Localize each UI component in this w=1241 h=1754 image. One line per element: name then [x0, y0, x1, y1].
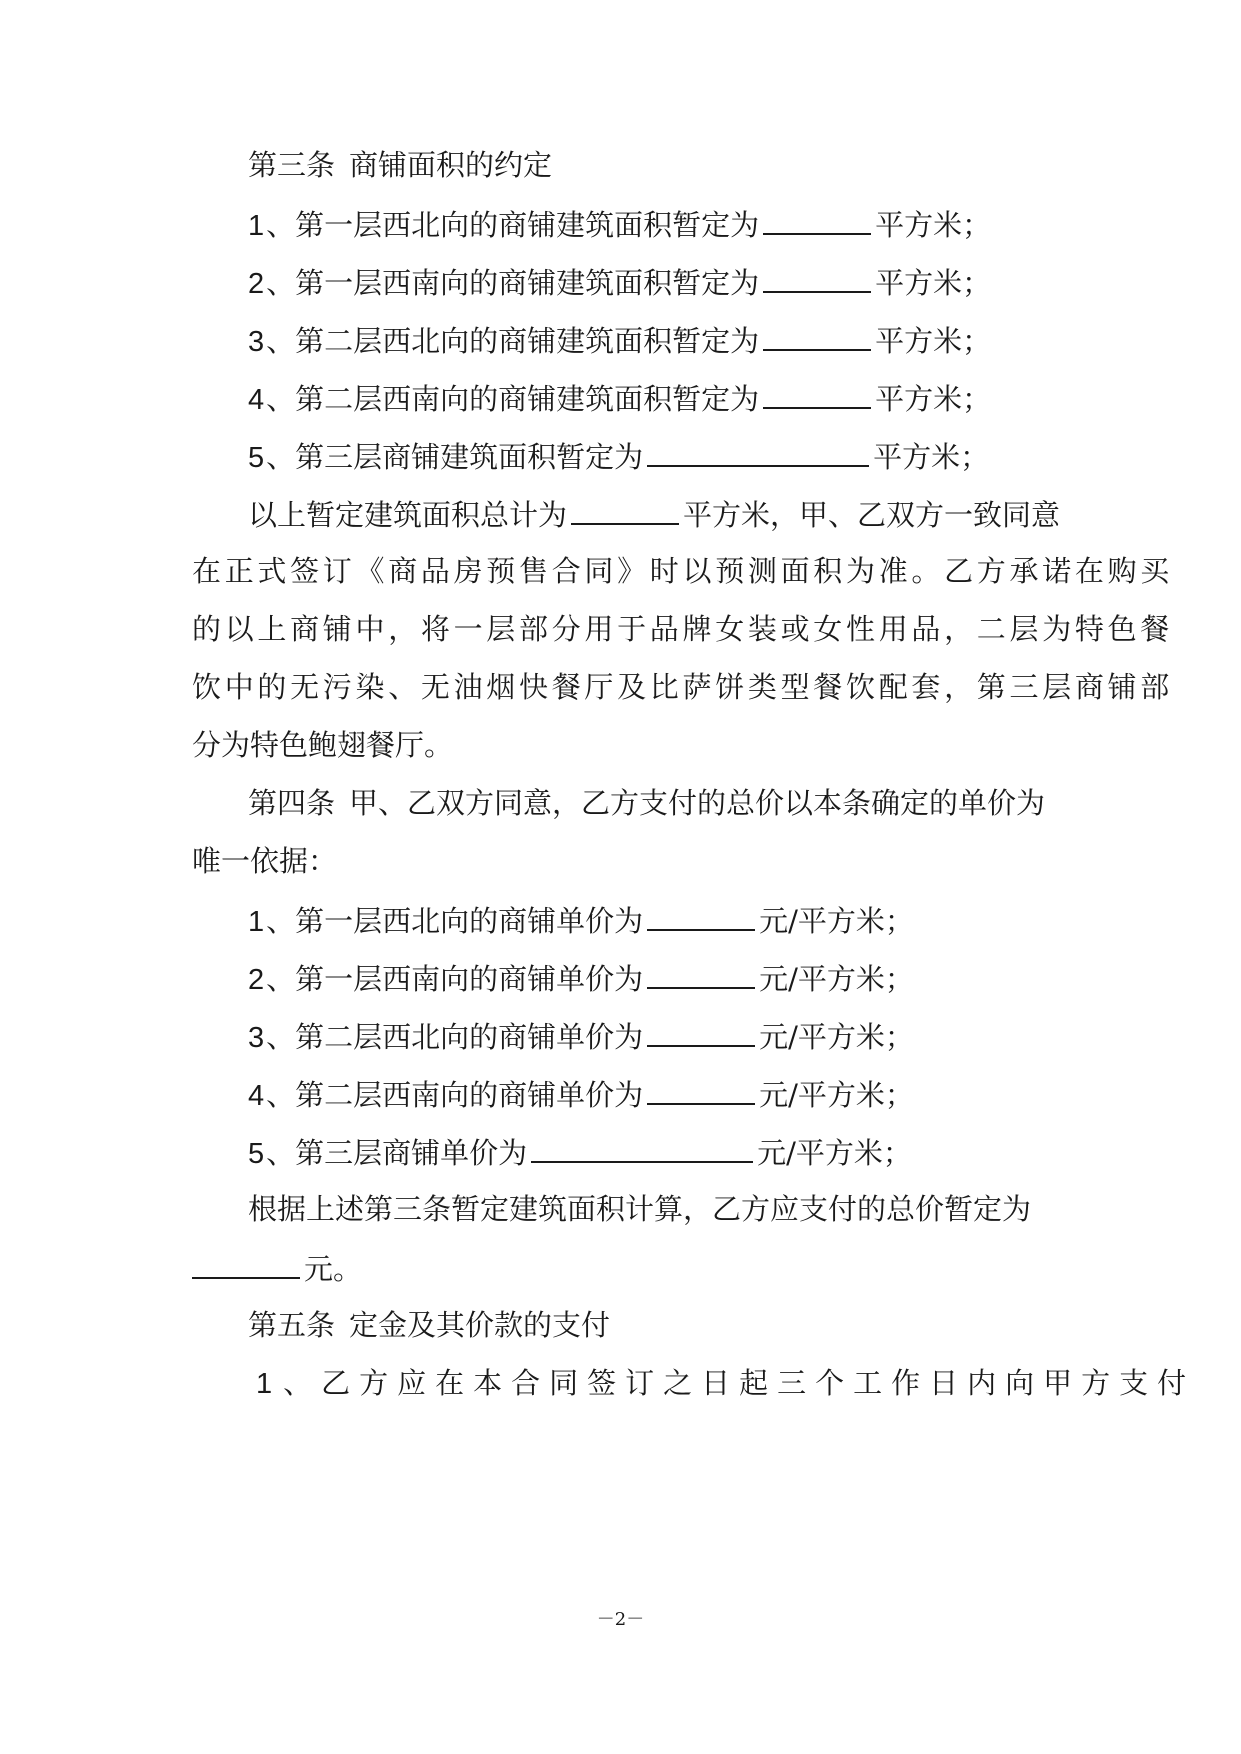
fill-blank[interactable] — [763, 203, 871, 235]
item-number: 5 — [248, 1138, 265, 1170]
fill-blank[interactable] — [192, 1247, 300, 1279]
article-3-heading — [0, 145, 1241, 185]
item-unit: 元/平方米； — [759, 962, 914, 996]
item-unit: 平方米； — [875, 324, 992, 358]
area-item — [0, 261, 1241, 304]
price-item — [0, 899, 1241, 942]
page-number: －2－ — [596, 1609, 645, 1630]
paragraph-line: 饮中的无污染、无油烟快餐厅及比萨饼类型餐饮配套，第三层商铺部 — [192, 670, 1174, 704]
item-unit: 元/平方米； — [759, 904, 914, 938]
total-unit: 元。 — [304, 1252, 363, 1286]
fill-blank[interactable] — [647, 1015, 755, 1047]
item-number: 3 — [248, 1022, 265, 1054]
paragraph-line: 分为特色鲍翅餐厅。 — [192, 728, 454, 762]
article-5-heading — [0, 1305, 1241, 1345]
total-price-line — [0, 1247, 1241, 1289]
total-price-line: 根据上述第三条暂定建筑面积计算，乙方应支付的总价暂定为 — [248, 1192, 1032, 1226]
payment-item — [0, 1363, 1241, 1404]
item-text: 、第二层西南向的商铺建筑面积暂定为 — [266, 382, 760, 416]
area-item — [0, 377, 1241, 420]
price-item — [0, 1131, 1241, 1174]
area-item — [0, 435, 1241, 478]
fill-blank[interactable] — [647, 435, 869, 467]
article-number: 第四条 — [248, 786, 336, 820]
fill-blank[interactable] — [571, 493, 679, 525]
fill-blank[interactable] — [647, 899, 755, 931]
area-item — [0, 319, 1241, 362]
fill-blank[interactable] — [763, 377, 871, 409]
price-item — [0, 1015, 1241, 1058]
article-title: 商铺面积的约定 — [349, 148, 553, 182]
item-number: 4 — [248, 384, 265, 416]
item-text: 、第一层西北向的商铺单价为 — [266, 904, 644, 938]
paragraph-line — [0, 493, 1241, 535]
fill-blank[interactable] — [647, 1073, 755, 1105]
fill-blank[interactable] — [647, 957, 755, 989]
item-unit: 平方米； — [873, 440, 990, 474]
item-text: 、第三层商铺单价为 — [266, 1136, 528, 1170]
article-number: 第三条 — [248, 148, 336, 182]
item-number: 2 — [248, 268, 265, 300]
item-unit: 元/平方米； — [759, 1020, 914, 1054]
item-text: 、第二层西南向的商铺单价为 — [266, 1078, 644, 1112]
item-text: 、第一层西南向的商铺建筑面积暂定为 — [266, 266, 760, 300]
item-number: 1 — [248, 906, 265, 938]
article-4-heading-cont: 唯一依据： — [192, 844, 338, 878]
price-item — [0, 957, 1241, 1000]
item-number: 1 — [248, 210, 265, 242]
item-unit: 平方米； — [875, 382, 992, 416]
item-number: 4 — [248, 1080, 265, 1112]
price-item — [0, 1073, 1241, 1116]
fill-blank[interactable] — [763, 319, 871, 351]
paragraph-line: 的以上商铺中，将一层部分用于品牌女装或女性用品，二层为特色餐 — [192, 612, 1174, 646]
fill-blank[interactable] — [763, 261, 871, 293]
paragraph-text: 以上暂定建筑面积总计为 — [248, 498, 568, 532]
article-title: 定金及其价款的支付 — [349, 1308, 611, 1342]
article-number: 第五条 — [248, 1308, 336, 1342]
paragraph-text: 平方米，甲、乙双方一致同意 — [683, 498, 1061, 532]
article-title: 甲、乙双方同意，乙方支付的总价以本条确定的单价为 — [349, 786, 1046, 820]
item-unit: 平方米； — [875, 266, 992, 300]
item-text: 、第二层西北向的商铺建筑面积暂定为 — [266, 324, 760, 358]
item-number: 2 — [248, 964, 265, 996]
item-number: 1 — [256, 1368, 282, 1400]
item-number: 3 — [248, 326, 265, 358]
item-text: 、第二层西北向的商铺单价为 — [266, 1020, 644, 1054]
item-text: 、第三层商铺建筑面积暂定为 — [266, 440, 644, 474]
item-text: 、第一层西南向的商铺单价为 — [266, 962, 644, 996]
item-unit: 元/平方米； — [757, 1136, 912, 1170]
fill-blank[interactable] — [531, 1131, 753, 1163]
item-text: 、乙方应在本合同签订之日起三个工作日内向甲方支付 — [283, 1366, 1196, 1400]
article-4-heading — [0, 783, 1241, 823]
item-unit: 平方米； — [875, 208, 992, 242]
item-unit: 元/平方米； — [759, 1078, 914, 1112]
item-number: 5 — [248, 442, 265, 474]
paragraph-line: 在正式签订《商品房预售合同》时以预测面积为准。乙方承诺在购买 — [192, 554, 1174, 588]
item-text: 、第一层西北向的商铺建筑面积暂定为 — [266, 208, 760, 242]
area-item — [0, 203, 1241, 246]
